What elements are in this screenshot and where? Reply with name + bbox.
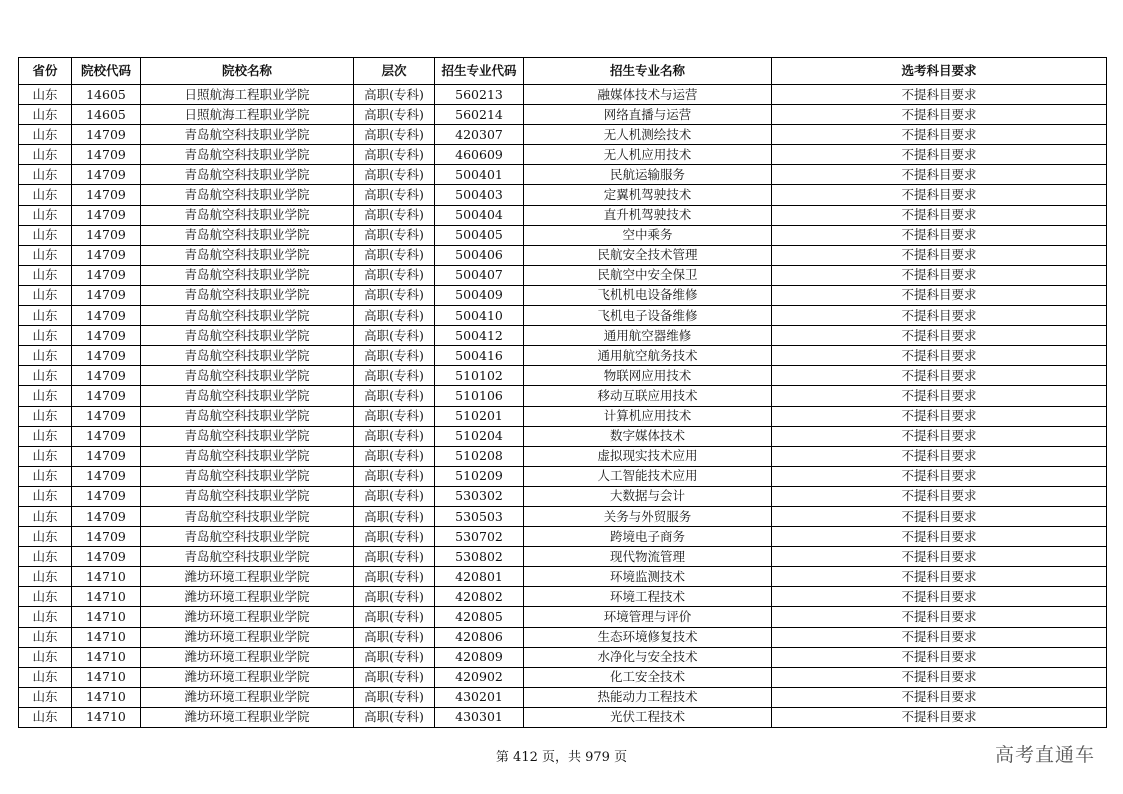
cell-province: 山东 [19,667,72,687]
watermark-logo: 高考直通车 [994,744,1095,766]
cell-major-name: 虚拟现实技术应用 [524,446,772,466]
table-row [19,326,1107,346]
cell-major-name: 化工安全技术 [524,667,772,687]
table-row [19,185,1107,205]
cell-school-code: 14710 [72,607,141,627]
cell-school-code: 14710 [72,627,141,647]
cell-school-code: 14709 [72,225,141,245]
cell-level: 高职(专科) [354,547,435,567]
cell-major-code: 500406 [435,245,524,265]
cell-major-name: 民航空中安全保卫 [524,265,772,285]
cell-major-name: 无人机应用技术 [524,145,772,165]
cell-major-code: 420806 [435,627,524,647]
cell-major-code: 420805 [435,607,524,627]
cell-school-name: 潍坊环境工程职业学院 [141,607,354,627]
cell-school-name: 青岛航空科技职业学院 [141,326,354,346]
cell-school-name: 潍坊环境工程职业学院 [141,647,354,667]
cell-major-name: 关务与外贸服务 [524,506,772,526]
page-footer: 第 412 页，共 979 页 [495,750,628,765]
cell-major-code: 560213 [435,85,524,105]
cell-major-code: 430301 [435,707,524,727]
cell-subject-requirement: 不提科目要求 [772,386,1107,406]
header-major-name: 招生专业名称 [524,58,772,85]
cell-major-code: 500409 [435,285,524,305]
table-row [19,506,1107,526]
cell-school-name: 青岛航空科技职业学院 [141,306,354,326]
cell-major-code: 460609 [435,145,524,165]
cell-subject-requirement: 不提科目要求 [772,466,1107,486]
cell-level: 高职(专科) [354,245,435,265]
cell-major-name: 民航运输服务 [524,165,772,185]
cell-subject-requirement: 不提科目要求 [772,426,1107,446]
cell-school-code: 14605 [72,85,141,105]
cell-major-name: 通用航空器维修 [524,326,772,346]
cell-major-code: 510201 [435,406,524,426]
cell-major-code: 500416 [435,346,524,366]
table-row [19,567,1107,587]
table-row [19,245,1107,265]
cell-subject-requirement: 不提科目要求 [772,346,1107,366]
cell-level: 高职(专科) [354,306,435,326]
cell-major-code: 560214 [435,105,524,125]
cell-province: 山东 [19,306,72,326]
cell-level: 高职(专科) [354,265,435,285]
cell-province: 山东 [19,105,72,125]
cell-school-code: 14709 [72,285,141,305]
cell-level: 高职(专科) [354,125,435,145]
cell-school-code: 14709 [72,486,141,506]
cell-province: 山东 [19,587,72,607]
cell-school-code: 14709 [72,386,141,406]
cell-subject-requirement: 不提科目要求 [772,205,1107,225]
cell-major-name: 空中乘务 [524,225,772,245]
cell-major-name: 数字媒体技术 [524,426,772,446]
cell-province: 山东 [19,446,72,466]
cell-level: 高职(专科) [354,567,435,587]
cell-level: 高职(专科) [354,667,435,687]
cell-subject-requirement: 不提科目要求 [772,506,1107,526]
cell-major-code: 420307 [435,125,524,145]
cell-province: 山东 [19,245,72,265]
table-row [19,687,1107,707]
cell-subject-requirement: 不提科目要求 [772,125,1107,145]
table-row [19,426,1107,446]
cell-province: 山东 [19,366,72,386]
cell-level: 高职(专科) [354,165,435,185]
cell-school-name: 日照航海工程职业学院 [141,85,354,105]
cell-level: 高职(专科) [354,105,435,125]
cell-school-code: 14709 [72,506,141,526]
cell-province: 山东 [19,707,72,727]
cell-subject-requirement: 不提科目要求 [772,145,1107,165]
cell-major-code: 500404 [435,205,524,225]
cell-subject-requirement: 不提科目要求 [772,225,1107,245]
cell-school-name: 潍坊环境工程职业学院 [141,587,354,607]
cell-school-code: 14709 [72,306,141,326]
cell-school-code: 14709 [72,145,141,165]
cell-major-name: 跨境电子商务 [524,527,772,547]
cell-major-name: 网络直播与运营 [524,105,772,125]
cell-level: 高职(专科) [354,386,435,406]
cell-school-name: 青岛航空科技职业学院 [141,285,354,305]
cell-major-name: 现代物流管理 [524,547,772,567]
cell-school-code: 14710 [72,647,141,667]
cell-school-code: 14710 [72,707,141,727]
header-level: 层次 [354,58,435,85]
cell-province: 山东 [19,527,72,547]
cell-province: 山东 [19,466,72,486]
cell-major-code: 500410 [435,306,524,326]
cell-school-code: 14709 [72,205,141,225]
cell-subject-requirement: 不提科目要求 [772,687,1107,707]
table-row [19,225,1107,245]
cell-subject-requirement: 不提科目要求 [772,165,1107,185]
cell-level: 高职(专科) [354,707,435,727]
cell-subject-requirement: 不提科目要求 [772,446,1107,466]
cell-major-name: 热能动力工程技术 [524,687,772,707]
cell-major-name: 环境管理与评价 [524,607,772,627]
table-row [19,587,1107,607]
cell-school-name: 青岛航空科技职业学院 [141,205,354,225]
cell-school-name: 潍坊环境工程职业学院 [141,627,354,647]
cell-school-name: 青岛航空科技职业学院 [141,165,354,185]
cell-subject-requirement: 不提科目要求 [772,547,1107,567]
cell-province: 山东 [19,85,72,105]
header-row [19,58,1107,85]
cell-major-name: 飞机电子设备维修 [524,306,772,326]
cell-school-code: 14710 [72,567,141,587]
cell-province: 山东 [19,486,72,506]
cell-level: 高职(专科) [354,527,435,547]
cell-major-code: 420801 [435,567,524,587]
cell-major-code: 430201 [435,687,524,707]
cell-level: 高职(专科) [354,587,435,607]
cell-major-name: 人工智能技术应用 [524,466,772,486]
cell-school-code: 14710 [72,687,141,707]
cell-subject-requirement: 不提科目要求 [772,647,1107,667]
cell-school-name: 潍坊环境工程职业学院 [141,707,354,727]
cell-level: 高职(专科) [354,446,435,466]
cell-school-name: 青岛航空科技职业学院 [141,466,354,486]
cell-major-code: 510106 [435,386,524,406]
table-row [19,165,1107,185]
cell-school-name: 日照航海工程职业学院 [141,105,354,125]
table-row [19,306,1107,326]
cell-major-name: 物联网应用技术 [524,366,772,386]
cell-school-code: 14709 [72,406,141,426]
cell-major-name: 定翼机驾驶技术 [524,185,772,205]
cell-school-name: 青岛航空科技职业学院 [141,145,354,165]
cell-major-name: 民航安全技术管理 [524,245,772,265]
cell-major-name: 大数据与会计 [524,486,772,506]
cell-major-name: 环境监测技术 [524,567,772,587]
cell-major-code: 500407 [435,265,524,285]
cell-major-code: 510209 [435,466,524,486]
enrollment-table [18,57,1107,728]
cell-province: 山东 [19,145,72,165]
cell-major-code: 420809 [435,647,524,667]
cell-level: 高职(专科) [354,406,435,426]
cell-level: 高职(专科) [354,185,435,205]
cell-school-code: 14709 [72,265,141,285]
table-row [19,85,1107,105]
table-row [19,486,1107,506]
table-row [19,466,1107,486]
cell-school-name: 青岛航空科技职业学院 [141,225,354,245]
cell-school-code: 14709 [72,527,141,547]
table-row [19,125,1107,145]
table-row [19,627,1107,647]
cell-major-code: 510102 [435,366,524,386]
cell-major-name: 融媒体技术与运营 [524,85,772,105]
cell-province: 山东 [19,426,72,446]
cell-school-name: 青岛航空科技职业学院 [141,346,354,366]
cell-level: 高职(专科) [354,326,435,346]
cell-province: 山东 [19,386,72,406]
header-school-name: 院校名称 [141,58,354,85]
cell-major-name: 生态环境修复技术 [524,627,772,647]
cell-province: 山东 [19,205,72,225]
cell-level: 高职(专科) [354,607,435,627]
cell-subject-requirement: 不提科目要求 [772,245,1107,265]
table-row [19,265,1107,285]
cell-province: 山东 [19,687,72,707]
cell-province: 山东 [19,185,72,205]
cell-level: 高职(专科) [354,205,435,225]
cell-subject-requirement: 不提科目要求 [772,627,1107,647]
cell-major-code: 530302 [435,486,524,506]
header-major-code: 招生专业代码 [435,58,524,85]
cell-school-code: 14709 [72,185,141,205]
cell-major-name: 水净化与安全技术 [524,647,772,667]
table-row [19,346,1107,366]
table-row [19,527,1107,547]
table-row [19,205,1107,225]
cell-school-name: 青岛航空科技职业学院 [141,386,354,406]
cell-major-name: 移动互联应用技术 [524,386,772,406]
header-school-code: 院校代码 [72,58,141,85]
table-row [19,366,1107,386]
cell-school-name: 青岛航空科技职业学院 [141,185,354,205]
cell-major-code: 500403 [435,185,524,205]
cell-level: 高职(专科) [354,145,435,165]
table-row [19,285,1107,305]
cell-subject-requirement: 不提科目要求 [772,406,1107,426]
cell-level: 高职(专科) [354,346,435,366]
table-row [19,105,1107,125]
cell-school-name: 青岛航空科技职业学院 [141,245,354,265]
cell-major-code: 510208 [435,446,524,466]
cell-province: 山东 [19,346,72,366]
cell-school-name: 青岛航空科技职业学院 [141,125,354,145]
cell-level: 高职(专科) [354,506,435,526]
cell-school-name: 青岛航空科技职业学院 [141,506,354,526]
cell-level: 高职(专科) [354,366,435,386]
cell-school-name: 青岛航空科技职业学院 [141,366,354,386]
cell-subject-requirement: 不提科目要求 [772,587,1107,607]
cell-level: 高职(专科) [354,426,435,446]
cell-level: 高职(专科) [354,647,435,667]
cell-school-name: 青岛航空科技职业学院 [141,547,354,567]
cell-subject-requirement: 不提科目要求 [772,105,1107,125]
cell-subject-requirement: 不提科目要求 [772,366,1107,386]
cell-school-code: 14710 [72,587,141,607]
header-subject-requirement: 选考科目要求 [772,58,1107,85]
cell-school-name: 潍坊环境工程职业学院 [141,687,354,707]
cell-major-name: 直升机驾驶技术 [524,205,772,225]
cell-subject-requirement: 不提科目要求 [772,326,1107,346]
cell-subject-requirement: 不提科目要求 [772,607,1107,627]
cell-province: 山东 [19,125,72,145]
cell-school-code: 14709 [72,466,141,486]
table-row [19,547,1107,567]
cell-major-code: 500401 [435,165,524,185]
cell-province: 山东 [19,607,72,627]
table-row [19,386,1107,406]
cell-province: 山东 [19,326,72,346]
cell-province: 山东 [19,647,72,667]
cell-subject-requirement: 不提科目要求 [772,707,1107,727]
table-body [19,85,1107,728]
cell-school-name: 青岛航空科技职业学院 [141,486,354,506]
cell-major-name: 环境工程技术 [524,587,772,607]
cell-subject-requirement: 不提科目要求 [772,285,1107,305]
cell-subject-requirement: 不提科目要求 [772,306,1107,326]
cell-school-name: 青岛航空科技职业学院 [141,265,354,285]
cell-major-code: 500412 [435,326,524,346]
cell-major-name: 通用航空航务技术 [524,346,772,366]
cell-subject-requirement: 不提科目要求 [772,85,1107,105]
cell-school-code: 14709 [72,245,141,265]
table-row [19,647,1107,667]
cell-level: 高职(专科) [354,285,435,305]
cell-subject-requirement: 不提科目要求 [772,567,1107,587]
cell-school-code: 14709 [72,165,141,185]
cell-school-code: 14709 [72,366,141,386]
cell-school-name: 青岛航空科技职业学院 [141,527,354,547]
cell-level: 高职(专科) [354,486,435,506]
cell-province: 山东 [19,406,72,426]
cell-province: 山东 [19,506,72,526]
cell-major-code: 510204 [435,426,524,446]
cell-province: 山东 [19,225,72,245]
cell-level: 高职(专科) [354,466,435,486]
cell-school-name: 青岛航空科技职业学院 [141,406,354,426]
cell-province: 山东 [19,567,72,587]
cell-school-name: 青岛航空科技职业学院 [141,426,354,446]
cell-school-name: 青岛航空科技职业学院 [141,446,354,466]
table-row [19,446,1107,466]
cell-major-code: 530702 [435,527,524,547]
cell-school-code: 14710 [72,667,141,687]
cell-school-code: 14709 [72,125,141,145]
cell-school-code: 14709 [72,346,141,366]
cell-subject-requirement: 不提科目要求 [772,527,1107,547]
cell-major-name: 光伏工程技术 [524,707,772,727]
cell-major-code: 500405 [435,225,524,245]
table-row [19,667,1107,687]
cell-province: 山东 [19,265,72,285]
cell-level: 高职(专科) [354,627,435,647]
cell-school-code: 14709 [72,326,141,346]
cell-province: 山东 [19,547,72,567]
cell-subject-requirement: 不提科目要求 [772,486,1107,506]
cell-school-name: 潍坊环境工程职业学院 [141,667,354,687]
cell-province: 山东 [19,627,72,647]
cell-school-code: 14605 [72,105,141,125]
cell-level: 高职(专科) [354,687,435,707]
cell-subject-requirement: 不提科目要求 [772,667,1107,687]
cell-major-code: 530503 [435,506,524,526]
table-row [19,607,1107,627]
header-province: 省份 [19,58,72,85]
cell-school-code: 14709 [72,446,141,466]
cell-province: 山东 [19,285,72,305]
cell-major-name: 飞机机电设备维修 [524,285,772,305]
table-row [19,145,1107,165]
cell-major-code: 530802 [435,547,524,567]
cell-major-name: 计算机应用技术 [524,406,772,426]
table-row [19,406,1107,426]
cell-major-name: 无人机测绘技术 [524,125,772,145]
cell-school-code: 14709 [72,547,141,567]
cell-subject-requirement: 不提科目要求 [772,185,1107,205]
cell-level: 高职(专科) [354,85,435,105]
cell-province: 山东 [19,165,72,185]
cell-subject-requirement: 不提科目要求 [772,265,1107,285]
cell-school-name: 潍坊环境工程职业学院 [141,567,354,587]
cell-school-code: 14709 [72,426,141,446]
cell-major-code: 420902 [435,667,524,687]
cell-level: 高职(专科) [354,225,435,245]
table-row [19,707,1107,727]
cell-major-code: 420802 [435,587,524,607]
